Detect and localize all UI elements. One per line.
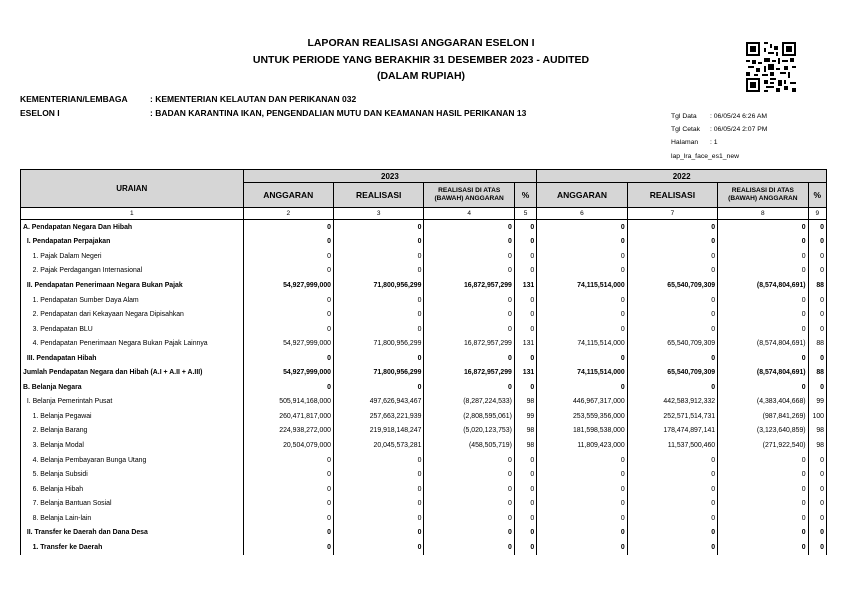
row-label: 1. Transfer ke Daerah bbox=[21, 540, 244, 555]
row-value: 0 bbox=[808, 220, 826, 235]
col-number: 1 bbox=[21, 208, 244, 220]
row-value: 0 bbox=[537, 453, 627, 468]
row-value: 0 bbox=[627, 380, 717, 395]
row-value: 0 bbox=[424, 511, 514, 526]
row-value: 20,045,573,281 bbox=[334, 438, 424, 453]
table-row bbox=[21, 293, 827, 308]
row-label: 7. Belanja Bantuan Sosial bbox=[21, 496, 244, 511]
row-value: 0 bbox=[627, 293, 717, 308]
row-value: 181,598,538,000 bbox=[537, 424, 627, 439]
col-number: 9 bbox=[808, 208, 826, 220]
row-value: 74,115,514,000 bbox=[537, 278, 627, 293]
tgl-data-label: Tgl Data bbox=[671, 113, 697, 120]
row-value: 0 bbox=[627, 322, 717, 337]
row-value: 54,927,999,000 bbox=[243, 336, 333, 351]
row-value: 0 bbox=[514, 249, 536, 264]
row-value: 0 bbox=[718, 235, 808, 250]
row-value: 0 bbox=[243, 467, 333, 482]
row-label: 1. Pendapatan Sumber Daya Alam bbox=[21, 293, 244, 308]
row-value: 65,540,709,309 bbox=[627, 336, 717, 351]
kl-value: : KEMENTERIAN KELAUTAN DAN PERIKANAN 032 bbox=[150, 94, 357, 104]
row-value: (8,287,224,533) bbox=[424, 395, 514, 410]
row-value: 0 bbox=[334, 235, 424, 250]
kl-label: KEMENTERIAN/LEMBAGA bbox=[20, 94, 128, 104]
row-value: 71,800,956,299 bbox=[334, 365, 424, 380]
row-value: 0 bbox=[514, 496, 536, 511]
row-value: (5,020,123,753) bbox=[424, 424, 514, 439]
row-label: 1. Pajak Dalam Negeri bbox=[21, 249, 244, 264]
row-value: 0 bbox=[627, 307, 717, 322]
row-value: 0 bbox=[537, 235, 627, 250]
row-value: 0 bbox=[627, 467, 717, 482]
row-value: 98 bbox=[514, 424, 536, 439]
row-value: 0 bbox=[627, 220, 717, 235]
row-value: 0 bbox=[627, 496, 717, 511]
row-value: 0 bbox=[808, 511, 826, 526]
row-value: 0 bbox=[537, 467, 627, 482]
row-value: 0 bbox=[537, 351, 627, 366]
row-value: 0 bbox=[808, 380, 826, 395]
row-value: 0 bbox=[627, 511, 717, 526]
row-value: 0 bbox=[514, 307, 536, 322]
col-pct-header: % bbox=[514, 183, 536, 208]
row-label: 2. Pendapatan dari Kekayaan Negara Dipisahkan bbox=[21, 307, 244, 322]
table-row bbox=[21, 264, 827, 279]
row-value: 0 bbox=[718, 453, 808, 468]
table-row bbox=[21, 365, 827, 380]
row-label: 3. Belanja Modal bbox=[21, 438, 244, 453]
row-value: 99 bbox=[808, 395, 826, 410]
row-label: 4. Belanja Pembayaran Bunga Utang bbox=[21, 453, 244, 468]
row-value: 0 bbox=[537, 264, 627, 279]
row-value: 0 bbox=[718, 307, 808, 322]
eselon-value: : BADAN KARANTINA IKAN, PENGENDALIAN MUTU DAN KEAMANAN HASIL PERIKANAN 13 bbox=[150, 108, 527, 118]
row-value: 0 bbox=[537, 482, 627, 497]
row-value: 0 bbox=[334, 453, 424, 468]
col-number: 6 bbox=[537, 208, 627, 220]
row-value: 0 bbox=[718, 264, 808, 279]
row-value: 99 bbox=[514, 409, 536, 424]
row-value: (8,574,804,691) bbox=[718, 365, 808, 380]
row-value: 0 bbox=[334, 220, 424, 235]
row-label: 2. Belanja Barang bbox=[21, 424, 244, 439]
col-number: 5 bbox=[514, 208, 536, 220]
row-value: 88 bbox=[808, 336, 826, 351]
col-realisasi-header: REALISASI bbox=[334, 183, 424, 208]
table-row bbox=[21, 322, 827, 337]
row-value: 0 bbox=[514, 220, 536, 235]
row-value: 0 bbox=[627, 525, 717, 540]
halaman-value: : 1 bbox=[710, 139, 718, 146]
table-row bbox=[21, 380, 827, 395]
row-value: (3,123,640,859) bbox=[718, 424, 808, 439]
row-value: 88 bbox=[808, 278, 826, 293]
row-value: 0 bbox=[808, 351, 826, 366]
year-2023-header: 2023 bbox=[243, 170, 537, 183]
row-label: II. Pendapatan Penerimaan Negara Bukan Pajak bbox=[21, 278, 244, 293]
row-value: 0 bbox=[514, 482, 536, 497]
row-label: I. Belanja Pemerintah Pusat bbox=[21, 395, 244, 410]
row-value: 224,938,272,000 bbox=[243, 424, 333, 439]
row-value: 0 bbox=[334, 525, 424, 540]
row-label: I. Pendapatan Perpajakan bbox=[21, 235, 244, 250]
row-value: 0 bbox=[243, 293, 333, 308]
col-pct-header: % bbox=[808, 183, 826, 208]
row-value: 0 bbox=[514, 293, 536, 308]
row-value: 0 bbox=[537, 293, 627, 308]
row-value: 0 bbox=[424, 496, 514, 511]
col-uraian-header: URAIAN bbox=[21, 170, 244, 208]
row-value: 0 bbox=[718, 496, 808, 511]
col-number: 8 bbox=[718, 208, 808, 220]
row-value: 131 bbox=[514, 365, 536, 380]
row-value: 0 bbox=[514, 264, 536, 279]
row-value: 0 bbox=[514, 322, 536, 337]
row-value: 0 bbox=[718, 293, 808, 308]
table-row bbox=[21, 496, 827, 511]
row-value: 100 bbox=[808, 409, 826, 424]
row-value: 0 bbox=[334, 496, 424, 511]
table-row bbox=[21, 467, 827, 482]
row-value: 252,571,514,731 bbox=[627, 409, 717, 424]
row-value: 0 bbox=[424, 264, 514, 279]
row-value: 0 bbox=[808, 293, 826, 308]
row-value: 16,872,957,299 bbox=[424, 336, 514, 351]
row-value: 446,967,317,000 bbox=[537, 395, 627, 410]
col-number: 7 bbox=[627, 208, 717, 220]
row-value: 0 bbox=[808, 264, 826, 279]
row-value: 0 bbox=[537, 249, 627, 264]
halaman-label: Halaman bbox=[671, 139, 699, 146]
row-value: 0 bbox=[424, 380, 514, 395]
row-value: 88 bbox=[808, 365, 826, 380]
col-anggaran-header: ANGGARAN bbox=[243, 183, 333, 208]
row-value: 0 bbox=[537, 496, 627, 511]
year-2022-header: 2022 bbox=[537, 170, 827, 183]
row-value: 11,537,500,460 bbox=[627, 438, 717, 453]
row-value: 0 bbox=[537, 322, 627, 337]
row-value: 16,872,957,299 bbox=[424, 365, 514, 380]
col-number: 2 bbox=[243, 208, 333, 220]
row-value: 0 bbox=[718, 380, 808, 395]
row-value: 0 bbox=[808, 482, 826, 497]
row-value: 0 bbox=[627, 351, 717, 366]
row-value: 0 bbox=[514, 540, 536, 555]
row-label: 5. Belanja Subsidi bbox=[21, 467, 244, 482]
row-value: 0 bbox=[808, 235, 826, 250]
tgl-data-value: : 06/05/24 6:26 AM bbox=[710, 113, 768, 120]
col-diatas-header: REALISASI DI ATAS (BAWAH) ANGGARAN bbox=[424, 183, 514, 208]
row-label: A. Pendapatan Negara Dan Hibah bbox=[21, 220, 244, 235]
table-row bbox=[21, 395, 827, 410]
eselon-label: ESELON I bbox=[20, 108, 60, 118]
table-row bbox=[21, 307, 827, 322]
row-value: (987,841,269) bbox=[718, 409, 808, 424]
row-value: 98 bbox=[808, 424, 826, 439]
row-value: 0 bbox=[424, 467, 514, 482]
row-value: 0 bbox=[243, 380, 333, 395]
row-value: 0 bbox=[537, 380, 627, 395]
row-value: 219,918,148,247 bbox=[334, 424, 424, 439]
row-value: 0 bbox=[334, 249, 424, 264]
report-title-line1: LAPORAN REALISASI ANGGARAN ESELON I bbox=[307, 37, 535, 49]
report-title-line2: UNTUK PERIODE YANG BERAKHIR 31 DESEMBER 2023 - AUDITED bbox=[252, 54, 590, 66]
row-value: 0 bbox=[243, 235, 333, 250]
row-value: 0 bbox=[718, 351, 808, 366]
row-value: 0 bbox=[243, 482, 333, 497]
row-value: 0 bbox=[334, 307, 424, 322]
row-value: 0 bbox=[718, 249, 808, 264]
row-value: 54,927,999,000 bbox=[243, 365, 333, 380]
row-value: 0 bbox=[627, 235, 717, 250]
row-value: 0 bbox=[334, 511, 424, 526]
row-value: 0 bbox=[334, 322, 424, 337]
row-value: 0 bbox=[537, 540, 627, 555]
row-value: 74,115,514,000 bbox=[537, 365, 627, 380]
row-value: 131 bbox=[514, 336, 536, 351]
row-value: 11,809,423,000 bbox=[537, 438, 627, 453]
row-value: 0 bbox=[627, 264, 717, 279]
row-value: 65,540,709,309 bbox=[627, 365, 717, 380]
row-value: 0 bbox=[537, 307, 627, 322]
row-value: 0 bbox=[243, 525, 333, 540]
tgl-cetak-value: : 06/05/24 2:07 PM bbox=[710, 126, 768, 133]
row-value: 71,800,956,299 bbox=[334, 336, 424, 351]
row-value: 0 bbox=[243, 264, 333, 279]
row-value: 257,663,221,939 bbox=[334, 409, 424, 424]
row-label: 3. Pendapatan BLU bbox=[21, 322, 244, 337]
col-anggaran-header: ANGGARAN bbox=[537, 183, 627, 208]
row-value: 442,583,912,332 bbox=[627, 395, 717, 410]
row-value: 0 bbox=[514, 467, 536, 482]
row-value: 0 bbox=[334, 482, 424, 497]
col-diatas-header: REALISASI DI ATAS (BAWAH) ANGGARAN bbox=[718, 183, 808, 208]
row-value: 260,471,817,000 bbox=[243, 409, 333, 424]
row-value: 0 bbox=[334, 264, 424, 279]
table-row bbox=[21, 351, 827, 366]
row-value: 0 bbox=[243, 511, 333, 526]
row-label: 4. Pendapatan Penerimaan Negara Bukan Pajak Lainnya bbox=[21, 336, 244, 351]
row-value: 253,559,356,000 bbox=[537, 409, 627, 424]
row-value: 0 bbox=[334, 540, 424, 555]
row-value: 0 bbox=[424, 453, 514, 468]
row-value: 0 bbox=[808, 307, 826, 322]
row-value: 71,800,956,299 bbox=[334, 278, 424, 293]
row-value: (458,505,719) bbox=[424, 438, 514, 453]
row-value: 0 bbox=[424, 220, 514, 235]
row-value: (2,808,595,061) bbox=[424, 409, 514, 424]
table-row bbox=[21, 220, 827, 235]
col-realisasi-header: REALISASI bbox=[627, 183, 717, 208]
row-value: 54,927,999,000 bbox=[243, 278, 333, 293]
row-value: 0 bbox=[808, 540, 826, 555]
row-value: 0 bbox=[514, 351, 536, 366]
row-value: 0 bbox=[243, 351, 333, 366]
row-label: 2. Pajak Perdagangan Internasional bbox=[21, 264, 244, 279]
row-value: 0 bbox=[808, 467, 826, 482]
row-value: (271,922,540) bbox=[718, 438, 808, 453]
row-value: 0 bbox=[718, 540, 808, 555]
row-value: 178,474,897,141 bbox=[627, 424, 717, 439]
row-value: 505,914,168,000 bbox=[243, 395, 333, 410]
table-row bbox=[21, 409, 827, 424]
row-value: 0 bbox=[718, 511, 808, 526]
row-value: 0 bbox=[334, 380, 424, 395]
row-value: 0 bbox=[514, 453, 536, 468]
table-row bbox=[21, 249, 827, 264]
row-value: 497,626,943,467 bbox=[334, 395, 424, 410]
row-value: 0 bbox=[424, 293, 514, 308]
report-title-line3: (DALAM RUPIAH) bbox=[376, 70, 466, 82]
row-value: 0 bbox=[537, 511, 627, 526]
row-value: 65,540,709,309 bbox=[627, 278, 717, 293]
row-value: (4,383,404,668) bbox=[718, 395, 808, 410]
lra-table bbox=[20, 169, 827, 555]
row-value: 0 bbox=[424, 351, 514, 366]
row-value: 0 bbox=[808, 453, 826, 468]
row-value: 0 bbox=[718, 322, 808, 337]
row-value: 0 bbox=[514, 380, 536, 395]
col-number: 4 bbox=[424, 208, 514, 220]
row-value: 74,115,514,000 bbox=[537, 336, 627, 351]
row-value: 0 bbox=[808, 525, 826, 540]
table-row bbox=[21, 453, 827, 468]
row-value: 0 bbox=[243, 540, 333, 555]
row-value: 0 bbox=[627, 249, 717, 264]
tgl-cetak-label: Tgl Cetak bbox=[671, 126, 701, 133]
row-value: 0 bbox=[627, 453, 717, 468]
row-value: 98 bbox=[514, 438, 536, 453]
row-value: 0 bbox=[243, 249, 333, 264]
row-value: 0 bbox=[424, 307, 514, 322]
row-value: 0 bbox=[627, 540, 717, 555]
row-value: 98 bbox=[514, 395, 536, 410]
row-label: 1. Belanja Pegawai bbox=[21, 409, 244, 424]
row-value: 16,872,957,299 bbox=[424, 278, 514, 293]
row-value: 0 bbox=[718, 525, 808, 540]
report-code: lap_lra_face_es1_new bbox=[671, 153, 740, 160]
table-row bbox=[21, 336, 827, 351]
row-label: Jumlah Pendapatan Negara dan Hibah (A.I + A.II + A.III) bbox=[21, 365, 244, 380]
row-value: 0 bbox=[514, 525, 536, 540]
row-value: 0 bbox=[808, 249, 826, 264]
table-row bbox=[21, 540, 827, 555]
row-value: 0 bbox=[718, 482, 808, 497]
row-label: B. Belanja Negara bbox=[21, 380, 244, 395]
row-value: 0 bbox=[243, 322, 333, 337]
table-row bbox=[21, 525, 827, 540]
row-value: 0 bbox=[424, 525, 514, 540]
table-row bbox=[21, 511, 827, 526]
row-value: 0 bbox=[808, 322, 826, 337]
row-value: 0 bbox=[718, 467, 808, 482]
row-value: 0 bbox=[514, 235, 536, 250]
row-value: 131 bbox=[514, 278, 536, 293]
row-value: 0 bbox=[627, 482, 717, 497]
row-value: 0 bbox=[334, 467, 424, 482]
table-row bbox=[21, 424, 827, 439]
row-value: 0 bbox=[243, 307, 333, 322]
row-value: 0 bbox=[424, 482, 514, 497]
row-value: 0 bbox=[243, 220, 333, 235]
row-value: 0 bbox=[334, 351, 424, 366]
table-row bbox=[21, 482, 827, 497]
row-value: 0 bbox=[537, 220, 627, 235]
row-value: 0 bbox=[424, 540, 514, 555]
row-value: 0 bbox=[243, 496, 333, 511]
row-value: 0 bbox=[243, 453, 333, 468]
row-label: II. Transfer ke Daerah dan Dana Desa bbox=[21, 525, 244, 540]
row-label: 8. Belanja Lain-lain bbox=[21, 511, 244, 526]
row-value: 0 bbox=[424, 235, 514, 250]
row-value: 0 bbox=[808, 496, 826, 511]
col-number: 3 bbox=[334, 208, 424, 220]
table-row bbox=[21, 278, 827, 293]
table-row bbox=[21, 438, 827, 453]
row-label: III. Pendapatan Hibah bbox=[21, 351, 244, 366]
row-value: (8,574,804,691) bbox=[718, 278, 808, 293]
row-value: 20,504,079,000 bbox=[243, 438, 333, 453]
row-value: 0 bbox=[537, 525, 627, 540]
row-value: 0 bbox=[514, 511, 536, 526]
row-value: 0 bbox=[718, 220, 808, 235]
row-value: (8,574,804,691) bbox=[718, 336, 808, 351]
qr-code-icon bbox=[746, 42, 796, 92]
row-value: 98 bbox=[808, 438, 826, 453]
row-value: 0 bbox=[424, 322, 514, 337]
row-value: 0 bbox=[334, 293, 424, 308]
table-row bbox=[21, 235, 827, 250]
row-label: 6. Belanja Hibah bbox=[21, 482, 244, 497]
row-value: 0 bbox=[424, 249, 514, 264]
